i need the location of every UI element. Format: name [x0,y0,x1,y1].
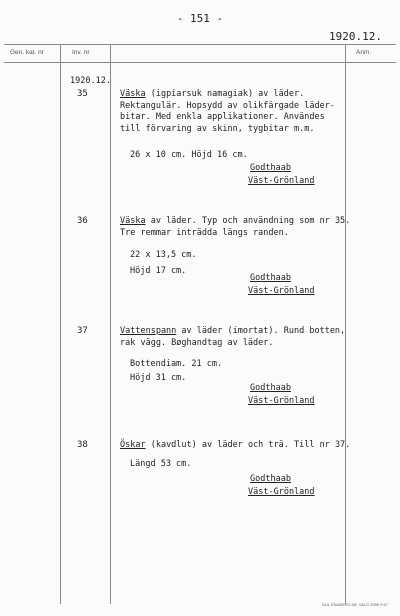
entry-36-number: 36 [77,216,88,226]
page-number: - 151 - [176,12,224,25]
entry-36-title: Väska [120,216,146,226]
entry-38-place: Godthaab [250,474,291,484]
entry-35-place: Godthaab [250,163,291,173]
entry-35-region: Väst-Grönland [248,176,315,186]
entry-37-place: Godthaab [250,383,291,393]
header-inv: Inv. nr [72,49,90,56]
entry-38-region: Väst-Grönland [248,487,315,497]
entry-36-dimensions: 22 x 13,5 cm. Höjd 17 cm. [130,250,197,276]
column-rule-inv [110,44,111,604]
entry-35-number: 35 [77,89,88,99]
entry-38-dimensions: Längd 53 cm. [130,459,192,469]
entry-37-description: Vattenspann av läder (imortat). Rund botten, rak vägg. Bøghandtag av läder. [120,326,346,348]
column-rule-anm [345,44,346,604]
header-gen-kat: Gen. kat. nr [10,49,44,56]
entry-35-title: Väska [120,89,146,99]
header-bottom-rule [4,62,396,63]
entry-37-dimensions: Bottendiam. 21 cm. Höjd 31 cm. [130,359,223,383]
entry-36-place: Godthaab [250,273,291,283]
entry-37-region: Väst-Grönland [248,396,315,406]
header-top-rule [4,44,396,45]
year-reference: 1920.12. [329,30,382,43]
entry-38-description: Öskar (kavdlut) av läder och trä. Till nr 37. [120,440,351,450]
entry-36-description: Väska av läder. Typ och användning som nr 35. Tre remmar inträdda längs randen. [120,216,351,238]
column-rule-gen-kat [60,44,61,604]
entry-38-number: 38 [77,440,88,450]
header-anm: Anm. [356,49,372,56]
year-label: 1920.12. [70,76,111,86]
entry-35-dimensions: 26 x 10 cm. Höjd 16 cm. [130,150,248,160]
entry-37-title: Vattenspann [120,326,177,336]
entry-36-region: Väst-Grönland [248,286,315,296]
entry-37-number: 37 [77,326,88,336]
printer-footer: GUL ENABERG AB, VALD 2399 9 67 [321,602,388,607]
entry-35-description: Väska (igpiarsuk namagiak) av läder. Rektangulär. Hopsydd av olikfärgade läder- bitar. Med enkla applikationer. Användes till förvaring av skinn, tygbitar m.m. [120,89,335,134]
entry-38-title: Öskar [120,440,146,450]
